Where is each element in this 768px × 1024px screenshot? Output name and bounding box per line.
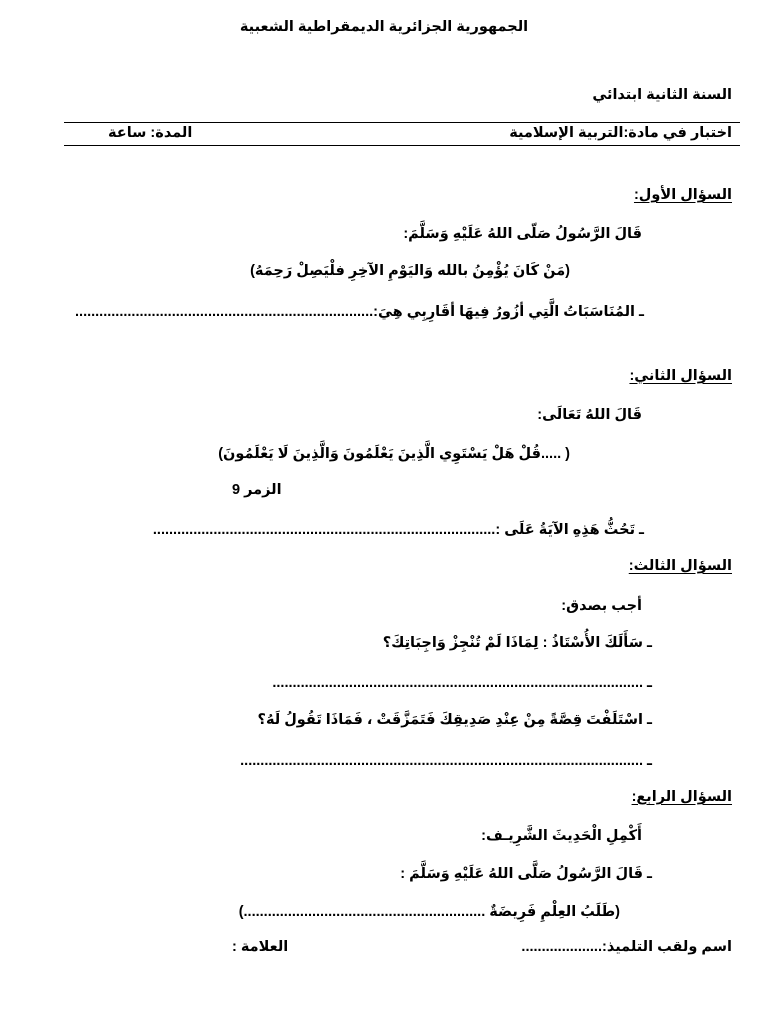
q3-question-1: ـ سَأَلَكَ الأُسْتَاذُ : لِمَاذَا لَمْ تُنْجِزْ وَاجِبَاتِكَ؟	[382, 635, 652, 651]
mark-label: العلامة :	[232, 939, 289, 955]
student-name-field: اسم ولقب التلميذ:....................	[521, 939, 732, 955]
header-bottom-rule	[64, 145, 740, 146]
q1-title: السؤال الأول:	[633, 187, 732, 203]
q3-answer-line-1: ـ ............................................................................................	[272, 675, 652, 691]
q4-instruction: أَكْمِلِ الْحَدِيثَ الشَّرِيـف:	[481, 828, 642, 844]
q1-question: ـ المُنَاسَبَاتُ الَّتِي أزُورُ فِيهَا أقَارِبِي هِيَ:..........................................................................	[75, 304, 644, 320]
q2-reference: الزمر 9	[232, 482, 282, 498]
q2-intro: قَالَ اللهُ تَعَالَى:	[537, 407, 642, 423]
q1-hadith: (مَنْ كَانَ يُؤْمِنُ بالله وَاليَوْمِ الآخِرِ فلْيَصِلْ رَحِمَهُ)	[250, 263, 570, 279]
grade-label: السنة الثانية ابتدائي	[592, 87, 732, 103]
q2-verse: ( .....قُلْ هَلْ يَسْتَوِي الَّذِينَ يَعْلَمُونَ وَالَّذِينَ لَا يَعْلَمُونَ)	[218, 446, 570, 462]
q2-question: ـ تَحُثُّ هَذِهِ الآيَةُ عَلَى :.....................................................................................	[152, 522, 644, 538]
q3-title: السؤال الثالث:	[628, 558, 732, 574]
q4-title: السؤال الرابع:	[631, 789, 732, 805]
q3-answer-line-2: ـ ....................................................................................................	[240, 753, 652, 769]
q1-intro: قَالَ الرَّسُولُ صَلّى اللهُ عَلَيْهِ وَسَلَّمَ:	[403, 226, 642, 242]
q2-title: السؤال الثاني:	[629, 368, 732, 384]
exam-title: اختبار في مادة:التربية الإسلامية	[509, 125, 732, 141]
q4-intro: ـ قَالَ الرَّسُولُ صَلَّى اللهُ عَلَيْهِ وَسَلَّمَ :	[400, 866, 652, 882]
q4-hadith: (طَلَبُ العِلْمِ فَرِيضَةٌ ............................................................)	[238, 904, 620, 920]
q3-instruction: أجب بصدق:	[561, 598, 642, 614]
republic-heading: الجمهورية الجزائرية الديمقراطية الشعبية	[239, 19, 529, 35]
duration-label: المدة: ساعة	[108, 125, 193, 141]
q3-question-2: ـ اسْتَلَفْتَ قِصَّةً مِنْ عِنْدِ صَدِيقِكَ فَتَمَزَّقَتْ ، فَمَاذَا تَقُولُ لَهُ؟	[257, 712, 652, 728]
